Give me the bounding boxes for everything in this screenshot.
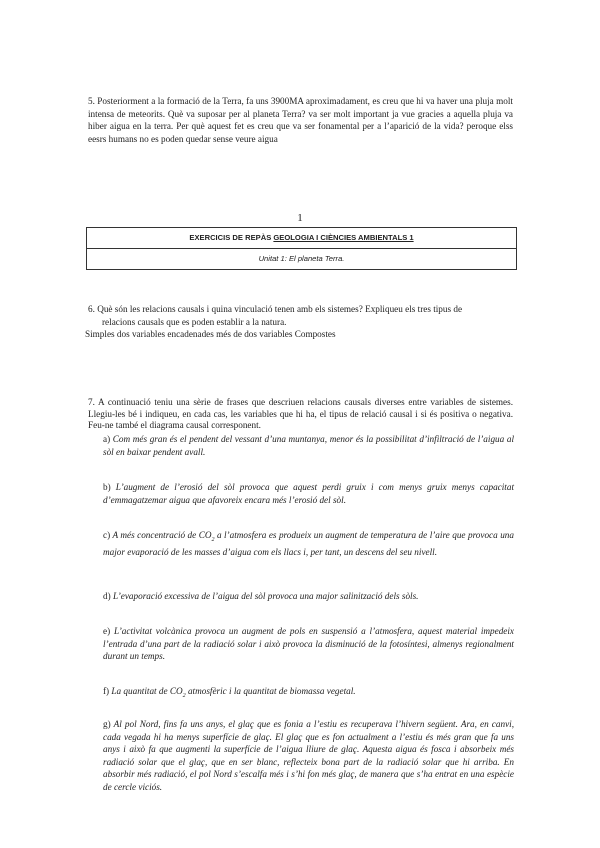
item-label: a) <box>103 434 111 444</box>
q7-item-f <box>103 685 514 702</box>
q7-item-b <box>103 481 514 506</box>
item-label: d) <box>103 591 111 601</box>
question-6-answer: Simples dos variables encadenades més de dos variables Compostes <box>85 329 336 340</box>
item-label: c) <box>103 530 111 540</box>
item-text-after: atmosfèric i la quantitat de biomassa vegetal. <box>185 686 356 696</box>
question-7-intro: 7. A continuació teniu una sèrie de frases que descriuen relacions causals diverses entre variables de sistemes. Llegiu-les bé i indiqueu, en cada cas, les variables que hi ha, el tipus de relació causal i si és positiva o negativa. Feu-ne també el diagrama causal corresponent. <box>88 397 513 431</box>
item-text: L’augment de l’erosió del sòl provoca que aquest perdi gruix i com menys gruix menys capacitat d’emmagatzemar aigua que afavoreix encara més l’erosió del sòl. <box>103 482 514 505</box>
item-text-after: a l’atmosfera es produeix un augment de temperatura de l’aire que provoca una major evaporació de les masses d’aigua com els llacs i, per tant, un descens del seu nivell. <box>103 530 514 558</box>
item-label: e) <box>103 626 111 636</box>
item-label: f) <box>103 686 110 696</box>
worksheet-header <box>86 227 517 270</box>
subscript-2: 2 <box>211 536 215 543</box>
item-text: L’activitat volcànica provoca un augment de pols en suspensió a l’atmosfera, aquest material impedeix l’entrada d’una part de la radiació solar i això provoca la disminució de la fotosíntesi, almenys regionalment durant un temps. <box>103 626 515 662</box>
item-text-before: La quantitat de CO <box>111 686 183 696</box>
item-label: g) <box>103 719 111 729</box>
question-6-line2: relacions causals que es poden establir a la natura. <box>102 316 287 327</box>
question-5: 5. Posteriorment a la formació de la Terra, fa uns 3900MA aproximadament, es creu que hi va haver una pluja molt intensa de meteorits. Què va suposar per al planeta Terra? va ser molt important ja vue gracies a aquella pluja va hiber aigua en la terra. Per què aquest fet es creu que va ser fonamental per a l’aparició de la vida? peroque elss eesrs humans no es poden quedar sense veure aigua <box>88 96 513 144</box>
question-6 <box>85 303 513 341</box>
item-text: Com més gran és el pendent del vessant d’una muntanya, menor és la possibilitat d’infiltració de l’aigua al sòl en baixar pendent avall. <box>103 434 515 457</box>
page-number: 1 <box>297 212 303 224</box>
item-text-before: A més concentració de CO <box>112 530 212 540</box>
header-unit: Unitat 1: El planeta Terra. <box>258 254 345 263</box>
q7-item-e <box>103 625 514 663</box>
header-title-subject: GEOLOGIA I CIÈNCIES AMBIENTALS 1 <box>273 233 414 242</box>
question-6-line1: 6. Què són les relacions causals i quina vinculació tenen amb els sistemes? Expliqueu els tres tipus de <box>88 304 463 314</box>
q7-item-a <box>103 433 514 458</box>
item-text: Al pol Nord, fins fa uns anys, el glaç que es fonia a l’estiu es recuperava l’hivern següent. Ara, en canvi, cada vegada hi ha menys superfície de glaç. El glaç que es fon actualment a l’estiu és més gran que fa uns anys i això fa que augmenti la superfície de l’aigua lliure de glaç. Aquesta aigua és fosca i absorbeix més radiació solar que el glaç, que en ser blanc, reflecteix bona part de la radiació solar que hi arriba. En absorbir més radiació, el pol Nord s’escalfa més i s’hi fon més glaç, de manera que s’ha entrat en una espècie de cercle viciós. <box>103 719 514 792</box>
q7-item-g <box>103 718 514 794</box>
header-title <box>87 228 516 249</box>
q7-item-d <box>103 590 514 603</box>
question-7 <box>88 397 513 432</box>
q7-item-c <box>103 529 514 559</box>
subscript-2: 2 <box>182 692 186 699</box>
item-label: b) <box>103 482 111 492</box>
header-title-prefix: EXERCICIS DE REPÀS <box>189 233 272 242</box>
item-text: L’evaporació excessiva de l’aigua del sòl provoca una major salinització dels sòls. <box>112 591 419 601</box>
